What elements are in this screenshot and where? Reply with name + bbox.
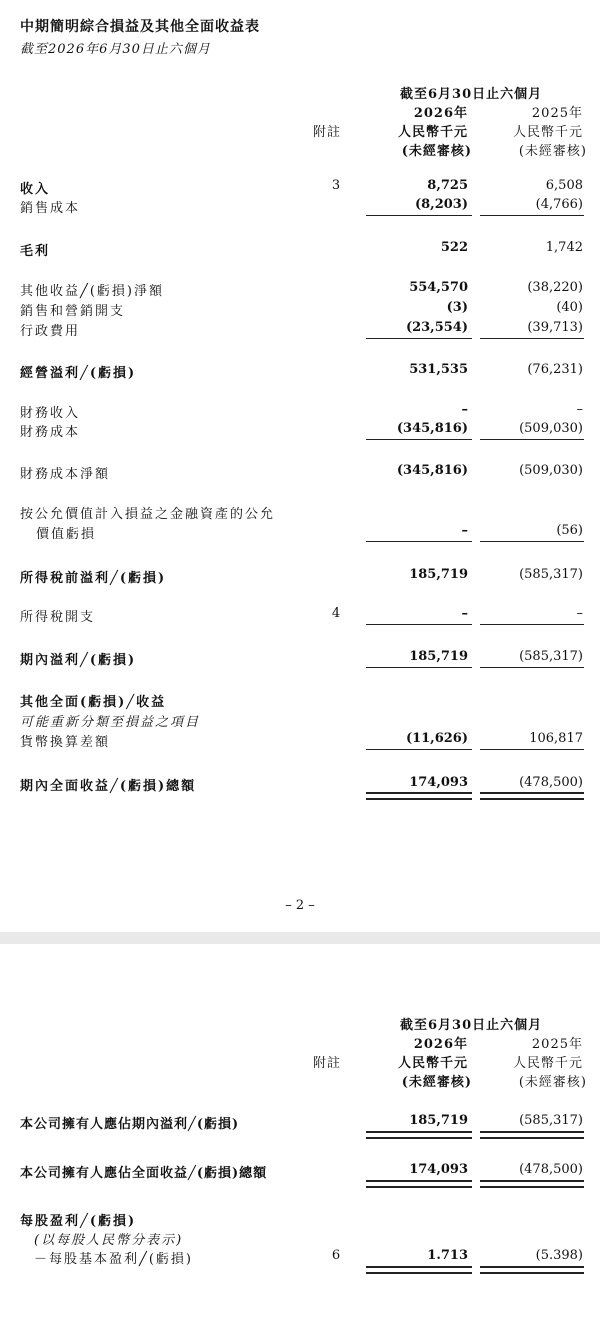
- income-tax-label: 所得稅開支: [20, 610, 96, 625]
- rule: [366, 541, 472, 542]
- double-rule: [366, 1180, 472, 1188]
- finance-costs-net-label: 財務成本淨額: [20, 467, 111, 482]
- revenue-2025: 6,508: [545, 178, 583, 193]
- revenue-note: 3: [331, 178, 341, 193]
- finance-costs-2025: (509,030): [519, 421, 583, 436]
- rule: [366, 215, 472, 216]
- eps-basic-note: 6: [331, 1248, 341, 1263]
- double-rule: [366, 1131, 472, 1139]
- total-comprehensive-label: 期內全面收益╱(虧損)總額: [20, 779, 197, 794]
- rule: [366, 749, 472, 750]
- unit-2026-header: 人民幣千元: [397, 125, 468, 140]
- income-tax-note: 4: [331, 606, 341, 621]
- income-tax-2025: –: [576, 606, 583, 621]
- page-title: 中期簡明綜合損益及其他全面收益表: [20, 19, 260, 35]
- fair-value-loss-label-line2: 價值虧損: [36, 527, 97, 542]
- finance-costs-net-2026: (345,816): [396, 463, 468, 478]
- rule: [366, 624, 472, 625]
- operating-profit-label: 經營溢利╱(虧損): [20, 366, 137, 381]
- finance-income-label: 財務收入: [20, 406, 81, 421]
- period-header-p2: 截至6月30日止六個月: [400, 1018, 543, 1033]
- double-rule: [480, 1131, 584, 1139]
- total-comprehensive-attributable-label: 本公司擁有人應佔全面收益╱(虧損)總額: [20, 1166, 268, 1181]
- operating-profit-2026: 531,535: [409, 362, 468, 377]
- total-comprehensive-attributable-2026: 174,093: [409, 1162, 468, 1177]
- eps-heading: 每股盈利╱(虧損): [20, 1214, 137, 1229]
- other-gains-2025: (38,220): [527, 280, 583, 295]
- admin-expenses-2026: (23,554): [405, 320, 468, 335]
- rule: [480, 624, 584, 625]
- finance-costs-net-2025: (509,030): [519, 463, 583, 478]
- cost-of-sales-2026: (8,203): [414, 197, 468, 212]
- finance-costs-label: 財務成本: [20, 425, 81, 440]
- profit-for-period-label: 期內溢利╱(虧損): [20, 653, 137, 668]
- unit-2025-header: 人民幣千元: [512, 125, 583, 140]
- double-rule: [480, 792, 584, 800]
- oci-heading: 其他全面(虧損)╱收益: [20, 695, 167, 710]
- audit-2026-header-p2: (未經審核): [401, 1075, 472, 1090]
- eps-basic-2026: 1.713: [427, 1248, 468, 1263]
- rule: [366, 338, 472, 339]
- fx-diff-label: 貨幣換算差額: [20, 735, 111, 750]
- finance-income-2025: –: [576, 402, 583, 417]
- unit-2026-header-p2: 人民幣千元: [397, 1056, 468, 1071]
- note-column-header-p2: 附註: [313, 1056, 342, 1071]
- cost-of-sales-2025: (4,766): [535, 197, 583, 212]
- profit-attributable-label: 本公司擁有人應佔期內溢利╱(虧損): [20, 1117, 240, 1132]
- admin-expenses-2025: (39,713): [527, 320, 583, 335]
- selling-expenses-2025: (40): [556, 300, 583, 315]
- unit-2025-header-p2: 人民幣千元: [512, 1056, 583, 1071]
- eps-unit-note: (以每股人民幣分表示): [34, 1233, 184, 1248]
- audit-2025-header: (未經審核): [518, 144, 587, 159]
- year-2026-header: 2026年: [413, 106, 468, 121]
- note-column-header: 附註: [313, 125, 342, 140]
- audit-2025-header-p2: (未經審核): [518, 1075, 587, 1090]
- profit-before-tax-label: 所得稅前溢利╱(虧損): [20, 571, 167, 586]
- rule: [480, 338, 584, 339]
- fair-value-loss-label-line1: 按公允價值計入損益之金融資產的公允: [20, 507, 276, 522]
- rule: [480, 439, 584, 440]
- year-2026-header-p2: 2026年: [413, 1037, 468, 1052]
- gross-profit-2025: 1,742: [545, 240, 583, 255]
- cost-of-sales-label: 銷售成本: [20, 201, 81, 216]
- fair-value-loss-2025: (56): [556, 523, 583, 538]
- rule: [480, 541, 584, 542]
- double-rule: [480, 1266, 584, 1274]
- year-2025-header-p2: 2025年: [531, 1037, 583, 1052]
- gross-profit-2026: 522: [440, 240, 468, 255]
- year-2025-header: 2025年: [531, 106, 583, 121]
- page-subtitle: 截至2026年6月30日止六個月: [20, 42, 211, 57]
- rule: [480, 215, 584, 216]
- double-rule: [366, 792, 472, 800]
- rule: [480, 749, 584, 750]
- profit-for-period-2025: (585,317): [519, 649, 583, 664]
- profit-for-period-2026: 185,719: [409, 649, 468, 664]
- eps-basic-label: －每股基本盈利╱(虧損): [34, 1252, 193, 1267]
- rule: [480, 667, 584, 668]
- fx-diff-2025: 106,817: [529, 731, 583, 746]
- fair-value-loss-2026: –: [461, 523, 468, 538]
- profit-attributable-2026: 185,719: [409, 1113, 468, 1128]
- double-rule: [480, 1180, 584, 1188]
- other-gains-2026: 554,570: [409, 280, 468, 295]
- fx-diff-2026: (11,626): [405, 731, 468, 746]
- rule: [366, 667, 472, 668]
- total-comprehensive-2025: (478,500): [519, 775, 583, 790]
- page-number: – 2 –: [285, 898, 315, 913]
- oci-subheading: 可能重新分類至損益之項目: [20, 715, 201, 730]
- total-comprehensive-2026: 174,093: [409, 775, 468, 790]
- operating-profit-2025: (76,231): [527, 362, 583, 377]
- profit-before-tax-2025: (585,317): [519, 567, 583, 582]
- profit-before-tax-2026: 185,719: [409, 567, 468, 582]
- selling-expenses-2026: (3): [446, 300, 468, 315]
- selling-expenses-label: 銷售和營銷開支: [20, 304, 126, 319]
- revenue-label: 收入: [20, 182, 51, 197]
- gross-profit-label: 毛利: [20, 244, 51, 259]
- finance-costs-2026: (345,816): [396, 421, 468, 436]
- profit-attributable-2025: (585,317): [519, 1113, 583, 1128]
- period-header: 截至6月30日止六個月: [400, 87, 543, 102]
- finance-income-2026: –: [461, 402, 468, 417]
- rule: [366, 439, 472, 440]
- audit-2026-header: (未經審核): [401, 144, 472, 159]
- double-rule: [366, 1266, 472, 1274]
- other-gains-label: 其他收益╱(虧損)淨額: [20, 284, 164, 299]
- income-tax-2026: –: [461, 606, 468, 621]
- page-separator: [0, 932, 600, 944]
- revenue-2026: 8,725: [427, 178, 468, 193]
- eps-basic-2025: (5.398): [535, 1248, 583, 1263]
- admin-expenses-label: 行政費用: [20, 324, 81, 339]
- total-comprehensive-attributable-2025: (478,500): [519, 1162, 583, 1177]
